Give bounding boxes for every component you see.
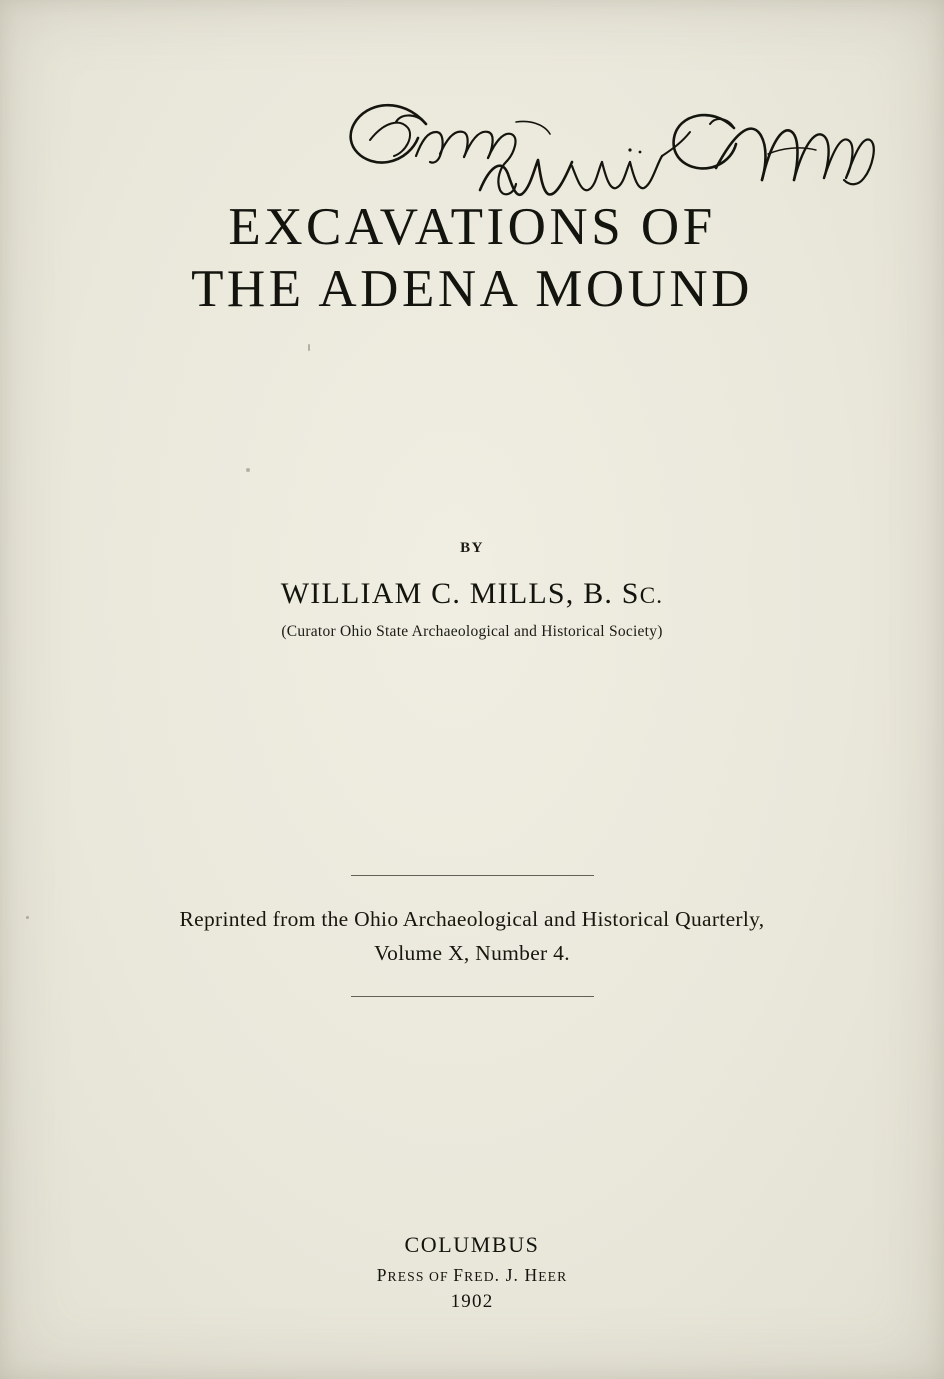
reprint-line-1: Reprinted from the Ohio Archaeological and Historical Quarterly, — [179, 907, 765, 931]
imprint-press-word: RESS OF — [387, 1269, 454, 1284]
title-line-1: EXCAVATIONS OF — [228, 198, 716, 256]
imprint-press-tail: EER — [538, 1269, 568, 1284]
author-affiliation: (Curator Ohio State Archaeological and Historical Society) — [281, 623, 663, 640]
rule-bottom — [351, 996, 594, 997]
paper-speck — [246, 468, 250, 472]
imprint-block — [0, 1232, 944, 1313]
imprint-year: 1902 — [450, 1291, 494, 1312]
imprint-press-name: RED — [464, 1269, 495, 1284]
imprint-city: COLUMBUS — [404, 1232, 540, 1257]
imprint-press — [0, 1265, 944, 1286]
handwritten-inscription — [330, 62, 910, 212]
author-name-main: WILLIAM C. MILLS, B. S — [280, 577, 640, 610]
author-name — [0, 577, 944, 611]
imprint-press-mid: . J. H — [494, 1265, 539, 1285]
rule-top — [351, 875, 594, 876]
imprint-press-prefix: P — [376, 1265, 388, 1285]
reprint-line-2: Volume X, Number 4. — [374, 941, 570, 965]
page-title — [0, 196, 944, 320]
author-name-tail: C. — [639, 583, 664, 608]
by-label: BY — [460, 540, 484, 556]
imprint-press-name-initial: F — [453, 1265, 465, 1285]
paper-speck — [308, 344, 310, 351]
author-block — [0, 540, 944, 641]
title-line-2: THE ADENA MOUND — [191, 260, 753, 318]
reprint-note — [0, 875, 944, 997]
